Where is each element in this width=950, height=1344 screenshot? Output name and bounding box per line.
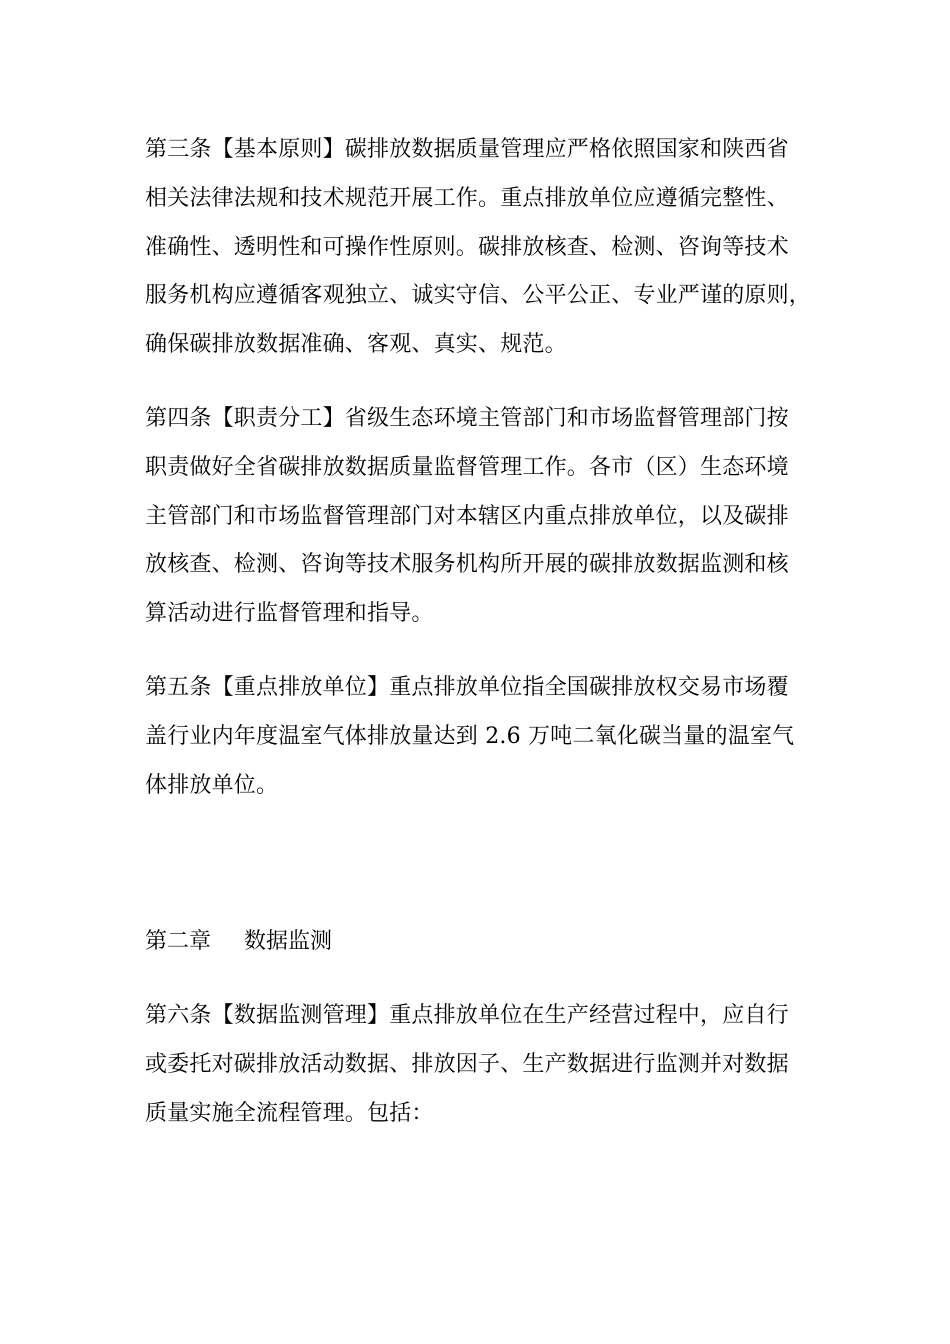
article-5-line: 第五条【重点排放单位】重点排放单位指全国碳排放权交易市场覆 [145,674,789,700]
article-4-line: 放核查、检测、咨询等技术服务机构所开展的碳排放数据监测和核 [145,552,789,578]
article-6-line: 或委托对碳排放活动数据、排放因子、生产数据进行监测并对数据 [145,1051,789,1077]
chapter-title: 数据监测 [244,929,333,955]
article-3-line: 相关法律法规和技术规范开展工作。重点排放单位应遵循完整性、 [145,185,789,211]
article-3-line: 服务机构应遵循客观独立、诚实守信、公平公正、专业严谨的原则， [145,283,812,309]
article-4-line: 算活动进行监督管理和指导。 [145,601,434,627]
article-6-line: 第六条【数据监测管理】重点排放单位在生产经营过程中，应自行 [145,1003,789,1029]
section-gap [145,810,825,918]
document-page [145,126,825,1139]
article-3-line: 第三条【基本原则】碳排放数据质量管理应严格依照国家和陕西省 [145,137,789,162]
chapter-heading [145,918,825,967]
article-3-line: 确保碳排放数据准确、客观、真实、规范。 [145,332,567,358]
article-3-line: 准确性、透明性和可操作性原则。碳排放核查、检测、咨询等技术 [145,234,789,260]
paragraph-gap [145,639,825,664]
article-5 [145,664,825,810]
article-5-line: 盖行业内年度温室气体排放量达到 2.6 万吨二氧化碳当量的温室气 [145,723,795,749]
article-6 [145,992,825,1138]
article-4 [145,395,825,639]
article-3 [145,126,825,370]
article-4-line: 主管部门和市场监督管理部门对本辖区内重点排放单位，以及碳排 [145,503,789,529]
article-4-line: 第四条【职责分工】省级生态环境主管部门和市场监督管理部门按 [145,405,789,431]
paragraph-gap [145,370,825,395]
article-4-line: 职责做好全省碳排放数据质量监督管理工作。各市（区）生态环境 [145,454,789,480]
paragraph-gap [145,967,825,992]
article-6-line: 质量实施全流程管理。包括： [145,1100,434,1126]
chapter-number: 第二章 [145,929,212,955]
article-5-line: 体排放单位。 [145,772,279,798]
